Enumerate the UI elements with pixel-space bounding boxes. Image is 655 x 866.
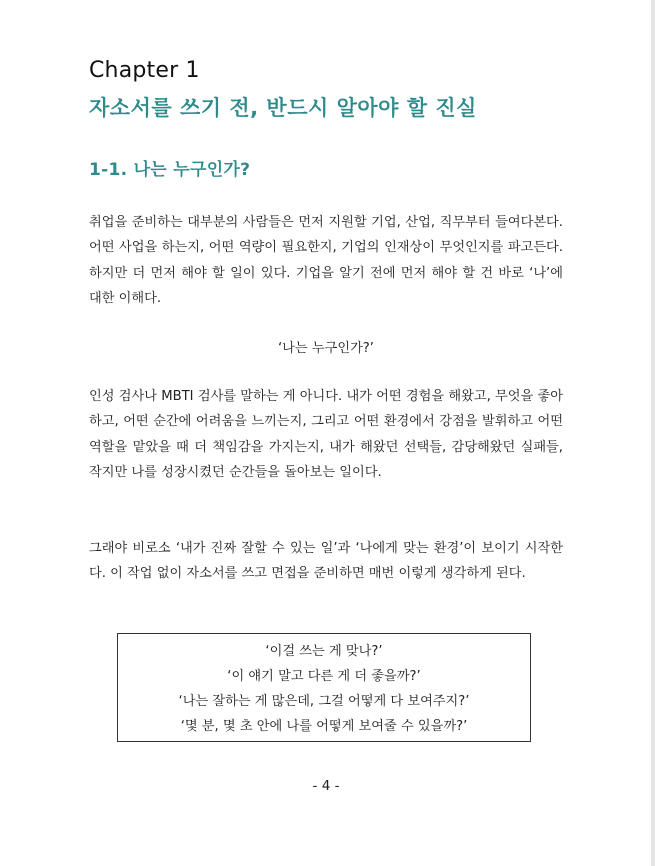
- chapter-label: Chapter 1: [89, 58, 200, 83]
- section-title: 1-1. 나는 누구인가?: [89, 160, 251, 180]
- quote-box-line: ‘몇 분, 몇 초 안에 나를 어떻게 보여줄 수 있을까?’: [180, 719, 468, 734]
- quote-box-line: ‘나는 잘하는 게 많은데, 그걸 어떻게 다 보여주지?’: [178, 694, 470, 709]
- body-paragraph-2: 인성 검사나 MBTI 검사를 말하는 게 아니다. 내가 어떤 경험을 해왔고, 무엇을 좋아하고, 어떤 순간에 어려움을 느끼는지, 그리고 어떤 환경에서 강점을 발휘하고 어떤 역할을 맡았을 때 더 책임감을 가지는지, 내가 해왔던 선택들, 감당해왔던 실패들, 작지만 나를 성장시켰던 순간들을 돌아보는 일이다.: [89, 389, 563, 481]
- page-edge-shadow: [651, 0, 655, 866]
- page-number: - 4 -: [312, 778, 340, 794]
- quote-box-line: ‘이 얘기 말고 다른 게 더 좋을까?’: [227, 669, 421, 684]
- quote-box-line: ‘이걸 쓰는 게 맞나?’: [265, 644, 383, 659]
- quote-box: [117, 633, 531, 742]
- centered-quote: ‘나는 누구인가?’: [277, 341, 374, 356]
- body-paragraph-1: 취업을 준비하는 대부분의 사람들은 먼저 지원할 기업, 산업, 직무부터 들여다본다. 어떤 사업을 하는지, 어떤 역량이 필요한지, 기업의 인재상이 무엇인지를 파고든다. 하지만 더 먼저 해야 할 일이 있다. 기업을 알기 전에 먼저 해야 할 건 바로 ‘나’에 대한 이해다.: [89, 215, 563, 307]
- body-paragraph-3: 그래야 비로소 ‘내가 진짜 잘할 수 있는 일’과 ‘나에게 맞는 환경’이 보이기 시작한다. 이 작업 없이 자소서를 쓰고 면접을 준비하면 매번 이렇게 생각하게 된다.: [89, 541, 563, 582]
- chapter-title: 자소서를 쓰기 전, 반드시 알아야 할 진실: [89, 96, 477, 120]
